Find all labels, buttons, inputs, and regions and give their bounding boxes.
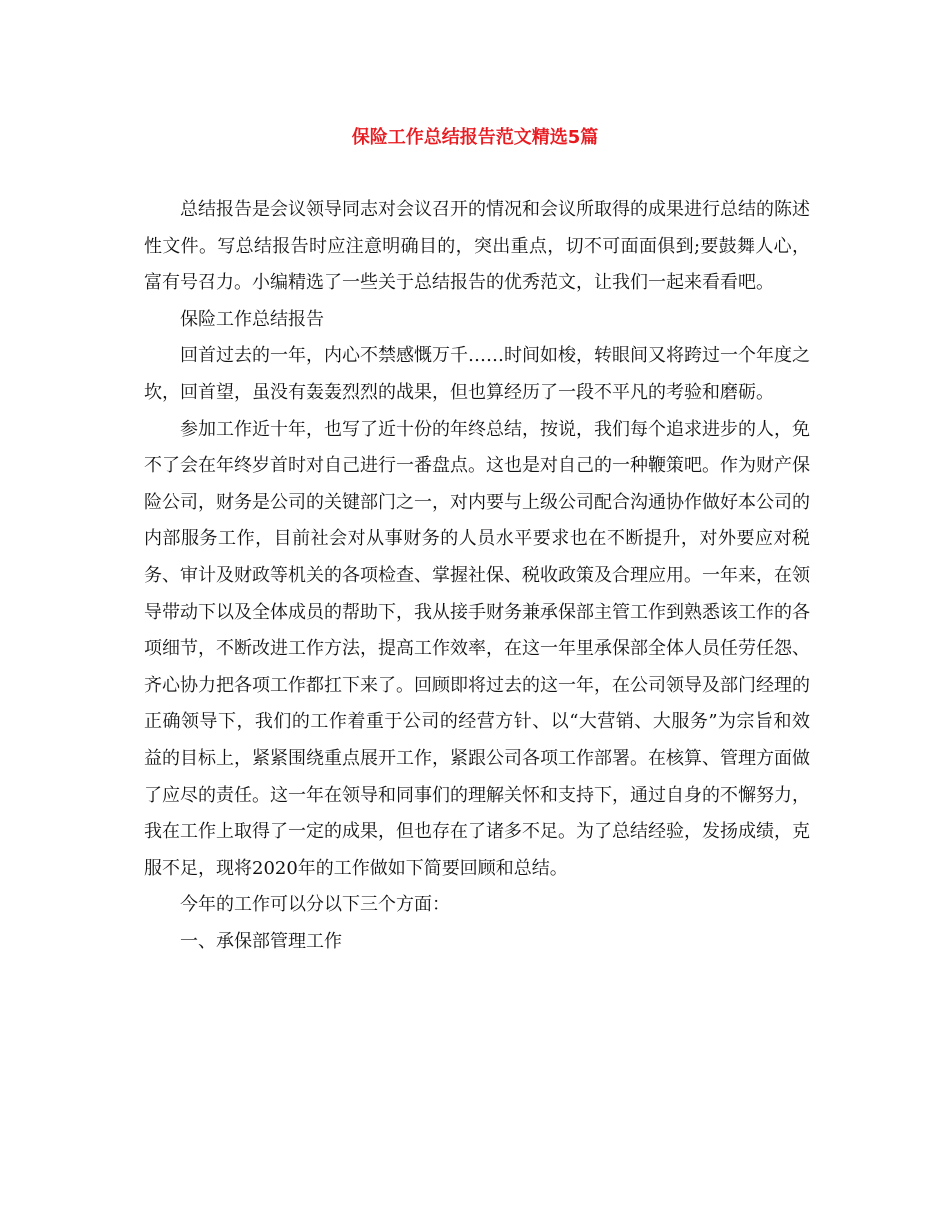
paragraph-intro: 总结报告是会议领导同志对会议召开的情况和会议所取得的成果进行总结的陈述性文件。写总结报告时应注意明确目的，突出重点，切不可面面俱到;要鼓舞人心，富有号召力。小编精选了一些关于总结报告的优秀范文，让我们一起来看看吧。 (144, 199, 810, 294)
paragraph-item-one: 一、承保部管理工作 (180, 930, 342, 952)
paragraph-aspects: 今年的工作可以分以下三个方面： (180, 894, 450, 916)
paragraph-review: 回首过去的一年，内心不禁感慨万千……时间如梭，转眼间又将跨过一个年度之坎，回首望，虽没有轰轰烈烈的战果，但也算经历了一段不平凡的考验和磨砺。 (144, 345, 810, 403)
document-body (144, 192, 810, 960)
document-title: 保险工作总结报告范文精选5篇 (351, 127, 599, 148)
paragraph-section-heading: 保险工作总结报告 (180, 308, 324, 330)
paragraph-main: 参加工作近十年，也写了近十份的年终总结，按说，我们每个追求进步的人，免不了会在年终岁首时对自己进行一番盘点。这也是对自己的一种鞭策吧。作为财产保险公司，财务是公司的关键部门之一，对内要与上级公司配合沟通协作做好本公司的内部服务工作，目前社会对从事财务的人员水平要求也在不断提升，对外要应对税务、审计及财政等机关的各项检查、掌握社保、税收政策及合理应用。一年来，在领导带动下以及全体成员的帮助下，我从接手财务兼承保部主管工作到熟悉该工作的各项细节，不断改进工作方法，提高工作效率，在这一年里承保部全体人员任劳任怨、齐心协力把各项工作都扛下来了。回顾即将过去的这一年，在公司领导及部门经理的正确领导下，我们的工作着重于公司的经营方针、以“大营销、大服务”为宗旨和效益的目标上，紧紧围绕重点展开工作，紧跟公司各项工作部署。在核算、管理方面做了应尽的责任。这一年在领导和同事们的理解关怀和支持下，通过自身的不懈努力，我在工作上取得了一定的成果，但也存在了诸多不足。为了总结经验，发扬成绩，克服不足，现将2020年的工作做如下简要回顾和总结。 (144, 418, 810, 879)
